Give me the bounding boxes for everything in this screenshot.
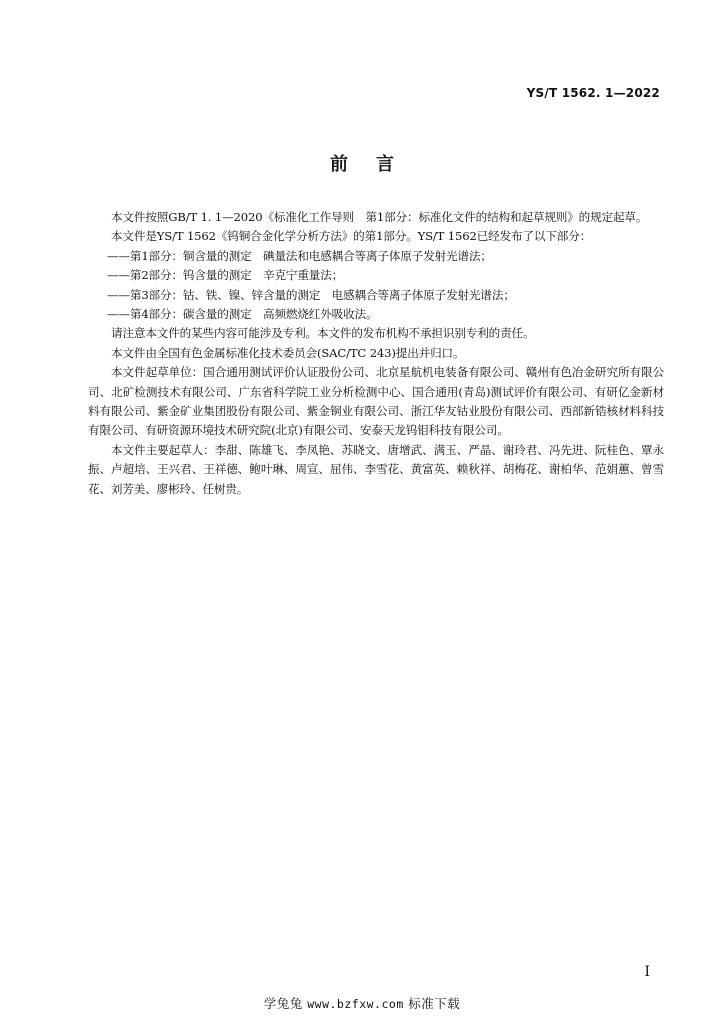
list-item-part-1: ——第1部分：铜含量的测定 碘量法和电感耦合等离子体原子发射光谱法； bbox=[107, 248, 492, 263]
foreword-body bbox=[88, 208, 664, 499]
list-item-part-4: ——第4部分：碳含量的测定 高频燃烧红外吸收法。 bbox=[107, 307, 378, 322]
list-item-part-2: ——第2部分：钨含量的测定 辛克宁重量法； bbox=[107, 268, 344, 283]
paragraph-drafting-rules: 本文件按照GB/T 1. 1—2020《标准化工作导则 第1部分：标准化文件的结构和起草规则》的规定起草。 bbox=[111, 210, 648, 224]
footer-url[interactable]: www.bzfxw.com bbox=[307, 997, 404, 1011]
footer-tagline: 标准下载 bbox=[408, 996, 461, 1011]
paragraph-drafting-units: 本文件起草单位：国合通用测试评价认证股份公司、北京星航机电装备有限公司、赣州有色冶金研究所有限公司、北矿检测技术有限公司、广东省科学院工业分析检测中心、国合通用(青岛)测试评价有限公司、有研亿金新材料有限公司、紫金矿业集团股份有限公司、紫金铜业有限公司、浙江华友钴业股份有限公司、西部新锆核材料科技有限公司、有研资源环境技术研究院(北京)有限公司、安泰天龙钨钼科技有限公司。 bbox=[88, 365, 664, 438]
footer-watermark bbox=[0, 994, 724, 1012]
paragraph-patent-notice: 请注意本文件的某些内容可能涉及专利。本文件的发布机构不承担识别专利的责任。 bbox=[111, 326, 535, 341]
paragraph-committee: 本文件由全国有色金属标准化技术委员会(SAC/TC 243)提出并归口。 bbox=[111, 345, 465, 360]
page-title: 前言 bbox=[330, 154, 422, 175]
page-number: I bbox=[644, 964, 650, 980]
footer-site-name: 学兔兔 bbox=[263, 996, 303, 1011]
paragraph-drafters: 本文件主要起草人：李甜、陈雄飞、李凤艳、苏晓文、唐增武、满玉、严晶、谢玲君、冯先进、阮桂色、覃永振、卢超培、王兴君、王祥德、鲍叶琳、周宣、屈伟、李雪花、黄富英、赖秋祥、胡梅花、谢柏华、范娟蕙、曾雪花、刘芳美、廖彬玲、任树贵。 bbox=[88, 442, 664, 496]
paragraph-parts-intro: 本文件是YS/T 1562《钨铜合金化学分析方法》的第1部分。YS/T 1562已经发布了以下部分： bbox=[111, 229, 592, 244]
standard-code: YS/T 1562. 1—2022 bbox=[526, 86, 660, 100]
list-item-part-3: ——第3部分：钴、铁、镍、锌含量的测定 电感耦合等离子体原子发射光谱法； bbox=[107, 287, 515, 302]
